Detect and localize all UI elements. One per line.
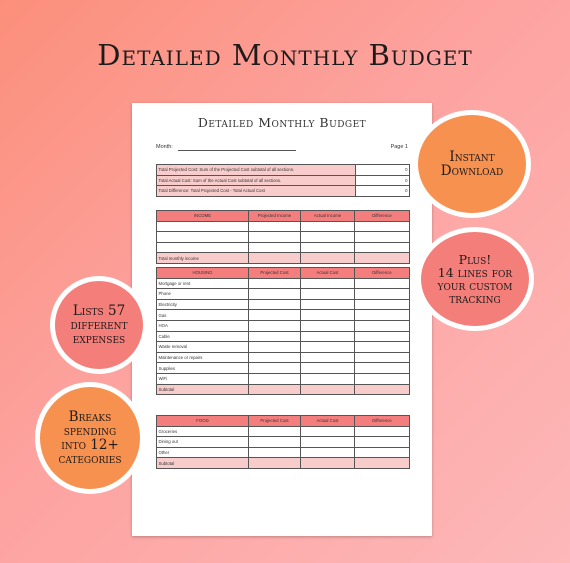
month-input-line	[178, 150, 296, 151]
actual-cost-header: Actual Cost	[301, 268, 355, 279]
table-row	[157, 458, 410, 469]
row-label: Other	[157, 447, 249, 458]
housing-header: HOUSING	[157, 268, 249, 279]
difference-header: Difference	[355, 211, 410, 222]
summary-label: Total Difference: Total Projected Cost - Total Actual Cost	[157, 186, 356, 197]
badge-line: your custom	[437, 278, 513, 293]
row-label	[157, 232, 249, 243]
row-label: Supplies	[157, 363, 249, 374]
sheet-title: Detailed Monthly Budget	[197, 115, 367, 130]
row-label: WiFi	[157, 373, 249, 384]
table-row	[157, 373, 410, 384]
summary-table	[156, 164, 410, 197]
total-income-label: Total monthly income	[157, 253, 249, 264]
month-label: Month:	[156, 144, 173, 150]
table-row	[157, 221, 410, 232]
row-label	[157, 221, 249, 232]
summary-value: 0	[356, 165, 410, 176]
badge-line: Download	[440, 163, 504, 179]
badge-line: categories	[58, 451, 122, 468]
difference-header: Difference	[355, 268, 410, 279]
table-row	[157, 310, 410, 321]
income-table	[156, 210, 410, 264]
table-row	[157, 253, 410, 264]
table-row	[157, 242, 410, 253]
badge-line: expenses	[72, 331, 126, 348]
projected-cost-header: Projected Cost	[249, 416, 301, 427]
month-row	[156, 144, 408, 154]
table-row	[157, 447, 410, 458]
badge-line: Breaks	[68, 408, 112, 425]
badge-line: tracking	[449, 291, 501, 307]
row-label: Groceries	[157, 426, 249, 437]
row-label: Gas	[157, 310, 249, 321]
row-label: Cable	[157, 331, 249, 342]
page-label: Page 1	[390, 144, 408, 150]
difference-header: Difference	[355, 416, 410, 427]
summary-label: Total Projected Cost: Sum of the Projected Cost subtotal of all sections.	[157, 165, 356, 176]
table-row	[157, 331, 410, 342]
housing-table	[156, 267, 410, 395]
budget-sheet	[132, 103, 432, 536]
summary-value: 0	[356, 186, 410, 197]
row-label: Electricity	[157, 299, 249, 310]
table-row	[157, 352, 410, 363]
badge-line: into 12+	[61, 437, 119, 453]
table-row	[157, 320, 410, 331]
badge-line: spending	[63, 422, 117, 439]
row-label: Waste removal	[157, 342, 249, 353]
summary-label: Total Actual Cost: Sum of the Actual Cost subtotal of all sections.	[157, 175, 356, 186]
table-row	[157, 232, 410, 243]
table-row	[157, 342, 410, 353]
badge-line: different	[70, 316, 128, 333]
table-row	[157, 384, 410, 395]
table-row	[157, 426, 410, 437]
badge-line: Plus!	[458, 251, 492, 267]
food-header: FOOD	[157, 416, 249, 427]
food-table	[156, 415, 410, 469]
table-row	[157, 278, 410, 289]
breaks-spending-badge	[35, 382, 145, 494]
hero-title: Detailed Monthly Budget	[97, 38, 473, 72]
lists-expenses-badge	[50, 276, 148, 374]
row-label: Dining out	[157, 437, 249, 448]
income-header: INCOME	[157, 211, 249, 222]
badge-line: 14 lines for	[437, 264, 513, 280]
summary-row	[157, 186, 410, 197]
projected-income-header: Projected Income	[249, 211, 301, 222]
row-label: Maintenance or repairs	[157, 352, 249, 363]
table-row	[157, 289, 410, 300]
table-row	[157, 437, 410, 448]
row-label: HOA	[157, 320, 249, 331]
row-label	[157, 242, 249, 253]
row-label: Mortgage or rent	[157, 278, 249, 289]
projected-cost-header: Projected Cost	[249, 268, 301, 279]
table-row	[157, 363, 410, 374]
subtotal-label: Subtotal	[157, 384, 249, 395]
plus-lines-badge	[416, 227, 534, 331]
summary-row	[157, 165, 410, 176]
summary-row	[157, 175, 410, 186]
badge-line: Instant	[449, 148, 495, 165]
summary-value: 0	[356, 175, 410, 186]
table-row	[157, 299, 410, 310]
actual-income-header: Actual Income	[301, 211, 355, 222]
row-label: Phone	[157, 289, 249, 300]
actual-cost-header: Actual Cost	[301, 416, 355, 427]
badge-line: Lists 57	[72, 302, 126, 319]
instant-download-badge	[413, 110, 531, 218]
subtotal-label: Subtotal	[157, 458, 249, 469]
